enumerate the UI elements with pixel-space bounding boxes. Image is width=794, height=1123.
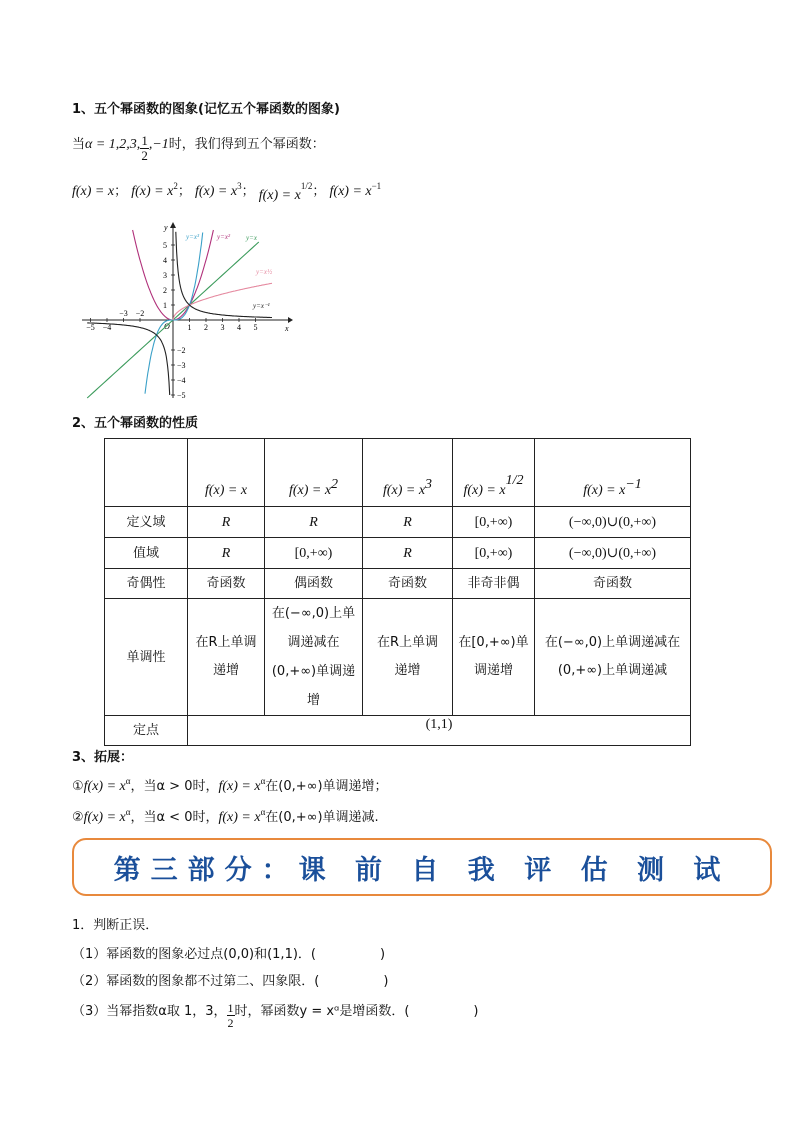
origin-label: O <box>164 322 170 331</box>
sep: ； <box>177 184 191 199</box>
extension-item-2: ②f(x) = $x^\alpha$，当α < 0时，$f(x) = x^\alpha$在(0,+∞)单调递减. <box>72 807 379 825</box>
cell: R <box>309 514 318 530</box>
table-row <box>105 569 691 599</box>
alpha-tail: ,−1 <box>148 137 169 152</box>
y-tick-label: 5 <box>163 241 167 250</box>
row-label-domain: 定义域 <box>105 507 188 538</box>
y-tick-label: 4 <box>163 256 167 265</box>
cell: 奇函数 <box>188 569 265 599</box>
curve-label: y=x½ <box>256 268 273 276</box>
cell: 偶函数 <box>265 569 363 599</box>
curve-y-x3 <box>145 233 203 394</box>
func-x2: f(x) = x <box>131 184 174 199</box>
curve-label: y=x <box>246 234 257 242</box>
section3-heading: 3、拓展： <box>72 750 134 765</box>
sep: ； <box>312 184 326 199</box>
curve-label: y=x³ <box>186 233 200 241</box>
quiz-heading: 1．判断正误． <box>72 918 159 933</box>
sep: ； <box>114 184 128 199</box>
cell: (−∞,0)∪(0,+∞) <box>568 514 657 530</box>
exp-2: 2 <box>173 181 178 191</box>
cell: R <box>403 514 412 530</box>
header-xinv: f(x) = x−1 <box>535 439 691 507</box>
table-row <box>105 599 691 716</box>
curve-labels <box>185 233 273 310</box>
x-tick-label: 3 <box>220 323 225 332</box>
row-label-fixed-point: 定点 <box>105 716 188 746</box>
extension-item-1: ①f(x) = $x^\alpha$，当α > 0时，$f(x) = x^\alpha$在(0,+∞)单调递增； <box>72 776 388 794</box>
table-row <box>105 507 691 538</box>
intro-suffix: 时，我们得到五个幂函数： <box>168 137 325 152</box>
row-label-parity: 奇偶性 <box>105 569 188 599</box>
func-x3: f(x) = x <box>195 184 238 199</box>
intro-prefix: 当 <box>72 137 86 152</box>
table-corner <box>105 439 188 507</box>
curve-label: y=x² <box>217 233 231 241</box>
cell: 在(−∞,0)上单调递减在(0,+∞)单调递增 <box>265 599 363 716</box>
properties-table <box>104 438 691 746</box>
exp-inv: −1 <box>371 181 382 191</box>
y-tick-label: −4 <box>177 376 186 385</box>
cell: [0,+∞) <box>474 545 513 561</box>
half-fraction: $\frac{1}{2}$ <box>227 1001 234 1030</box>
exp-3: 3 <box>237 181 242 191</box>
cell: 在R上单调递增 <box>363 599 453 716</box>
x-tick-label: 2 <box>204 323 208 332</box>
header-xhalf: f(x) = x1/2 <box>453 439 535 507</box>
x-tick-label: −4 <box>102 323 112 332</box>
header-x: f(x) = x <box>188 439 265 507</box>
cell: R <box>403 545 412 561</box>
y-tick-label: −3 <box>177 361 186 370</box>
x-tick-label: −2 <box>135 309 145 318</box>
function-list <box>72 180 382 203</box>
table-row <box>105 538 691 569</box>
x-tick-label: 1 <box>187 323 192 332</box>
half-fraction: $\frac{1}{2}$ <box>141 133 148 163</box>
row-label-range: 值域 <box>105 538 188 569</box>
exp-half: 1/2 <box>300 181 313 191</box>
func-x: f(x) = x <box>72 184 115 199</box>
x-tick-label: −5 <box>86 323 95 332</box>
cell: 在[0,+∞)单调递增 <box>453 599 535 716</box>
cell: 在(−∞,0)上单调递减在(0,+∞)上单调递减 <box>535 599 691 716</box>
section1-heading: 1、五个幂函数的图象(记忆五个幂函数的图象) <box>72 102 340 117</box>
cell: (−∞,0)∪(0,+∞) <box>568 545 657 561</box>
x-tick-label: 4 <box>237 323 241 332</box>
quiz-item-3: （3）当幂指数α取 1，3， $\frac{1}{2}$ 时，幂函数y = xᵅ是增函数．( ) <box>72 1001 479 1030</box>
fixed-point: (1,1) <box>425 717 453 732</box>
quiz-item-1: （1）幂函数的图象必过点(0,0)和(1,1)．( ) <box>72 947 386 962</box>
func-xinv: f(x) = x <box>329 184 372 199</box>
y-tick-label: 1 <box>163 301 167 310</box>
cell: 奇函数 <box>363 569 453 599</box>
alpha-values: α = 1,2,3, <box>85 137 141 152</box>
section1-intro <box>72 133 325 163</box>
cell: 奇函数 <box>535 569 691 599</box>
cell: R <box>221 545 231 561</box>
cell: 在R上单调递增 <box>188 599 265 716</box>
curve-label: y=x⁻¹ <box>253 302 270 310</box>
x-tick-label: −3 <box>119 309 128 318</box>
quiz-item-2: （2）幂函数的图象都不过第二、四象限．( ) <box>72 974 389 989</box>
row-label-monotonicity: 单调性 <box>105 599 188 716</box>
cell: R <box>221 514 231 530</box>
sep: ； <box>241 184 255 199</box>
power-function-graph <box>78 222 294 400</box>
cell: 非奇非偶 <box>453 569 535 599</box>
y-tick-label: −2 <box>177 346 186 355</box>
y-tick-label: 3 <box>163 271 167 280</box>
header-x3: f(x) = x3 <box>363 439 453 507</box>
curves <box>87 230 272 398</box>
y-axis-label: y <box>164 223 168 232</box>
banner-title: 第三部分：课 前 自 我 评 估 测 试 <box>113 854 731 886</box>
header-x2: f(x) = x2 <box>265 439 363 507</box>
table-row <box>105 716 691 746</box>
y-tick-label: 2 <box>163 286 167 295</box>
y-tick-label: −5 <box>177 391 186 400</box>
section2-heading: 2、五个幂函数的性质 <box>72 416 199 431</box>
section-banner <box>72 838 772 896</box>
x-axis-label: x <box>285 324 289 333</box>
func-xhalf: f(x) = x <box>258 188 301 203</box>
table-header-row <box>105 439 691 507</box>
ticks <box>86 223 289 400</box>
cell: [0,+∞) <box>294 545 333 561</box>
cell: [0,+∞) <box>474 514 513 530</box>
x-tick-label: 5 <box>253 323 258 332</box>
